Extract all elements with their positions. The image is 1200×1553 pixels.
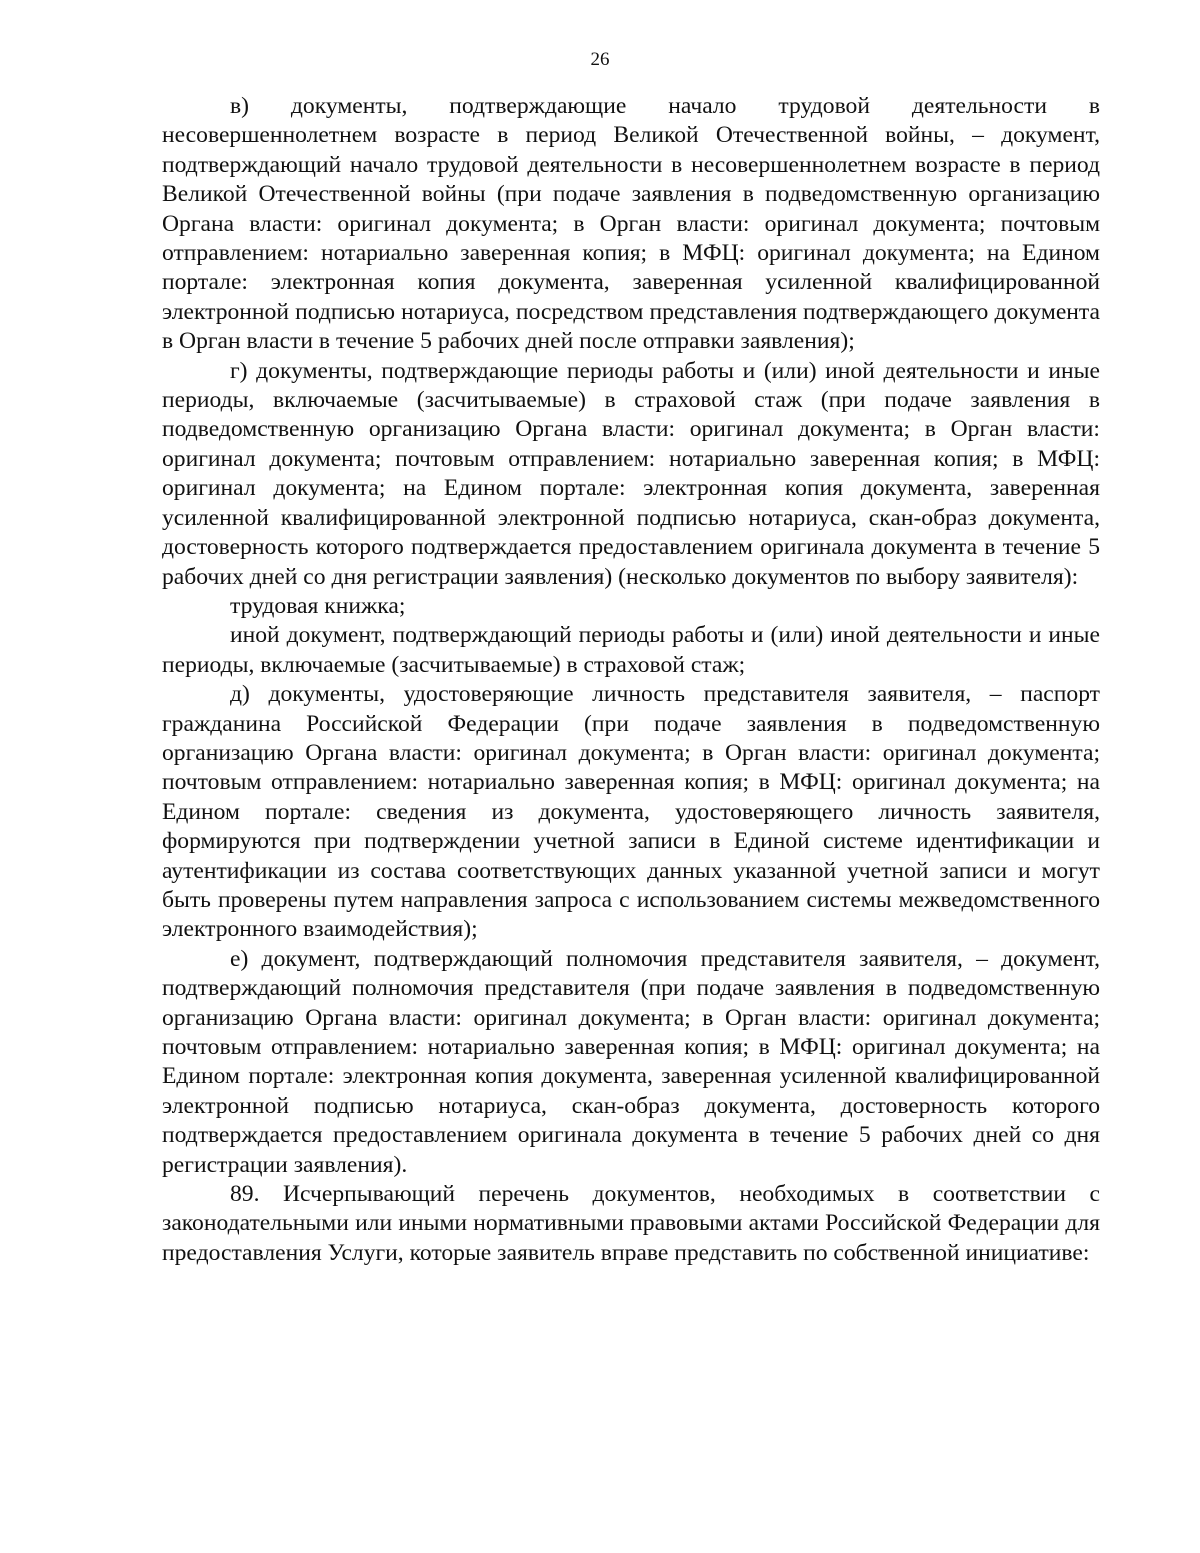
paragraph-e-representative-authority: е) документ, подтверждающий полномочия представителя заявителя, – документ, подтверждающий полномочия представителя (при подаче заявления в подведомственную организацию Органа власти: оригинал документа; в Орган власти: оригинал документа; почтовым отправлением: нотариально заверенная копия; в МФЦ: оригинал документа; на Едином портале: электронная копия документа, заверенная усиленной квалифицированной электронной подписью нотариуса, скан-образ документа, достоверность которого подтверждается предоставлением оригинала документа в течение 5 рабочих дней со дня регистрации заявления). xyxy=(162,945,1100,1178)
list-item-work-book: трудовая книжка; xyxy=(230,592,406,619)
paragraph-g-work-period-documents: г) документы, подтверждающие периоды работы и (или) иной деятельности и иные периоды, включаемые (засчитываемые) в страховой стаж (при подаче заявления в подведомственную организацию Органа власти: оригинал документа; в Орган власти: оригинал документа; почтовым отправлением: нотариально заверенная копия; в МФЦ: оригинал документа; на Едином портале: электронная копия документа, заверенная усиленной квалифицированной электронной подписью нотариуса, скан-образ документа, достоверность которого подтверждается предоставлением оригинала документа в течение 5 рабочих дней со дня регистрации заявления) (несколько документов по выбору заявителя): xyxy=(162,357,1100,590)
document-body xyxy=(162,92,1100,1268)
page-number: 26 xyxy=(590,49,610,70)
paragraph-89-optional-documents: 89. Исчерпывающий перечень документов, необходимых в соответствии с законодательными или иными нормативными правовыми актами Российской Федерации для предоставления Услуги, которые заявитель вправе представить по собственной инициативе: xyxy=(162,1181,1100,1266)
paragraph-v-wartime-work-documents: в) документы, подтверждающие начало трудовой деятельности в несовершеннолетнем возрасте в период Великой Отечественной войны, – документ, подтверждающий начало трудовой деятельности в несовершеннолетнем возрасте в период Великой Отечественной войны (при подаче заявления в подведомственную организацию Органа власти: оригинал документа; в Орган власти: оригинал документа; почтовым отправлением: нотариально заверенная копия; в МФЦ: оригинал документа; на Едином портале: электронная копия документа, заверенная усиленной квалифицированной электронной подписью нотариуса, посредством представления подтверждающего документа в Орган власти в течение 5 рабочих дней после отправки заявления); xyxy=(162,93,1100,355)
paragraph-d-representative-identity: д) документы, удостоверяющие личность представителя заявителя, – паспорт гражданина Российской Федерации (при подаче заявления в подведомственную организацию Органа власти: оригинал документа; в Орган власти: оригинал документа; почтовым отправлением: нотариально заверенная копия; в МФЦ: оригинал документа; на Едином портале: сведения из документа, удостоверяющего личность заявителя, формируются при подтверждении учетной записи в Единой системе идентификации и аутентификации из состава соответствующих данных указанной учетной записи и могут быть проверены путем направления запроса с использованием системы межведомственного электронного взаимодействия); xyxy=(162,681,1100,943)
list-item-other-document: иной документ, подтверждающий периоды работы и (или) иной деятельности и иные периоды, включаемые (засчитываемые) в страховой стаж; xyxy=(162,622,1100,678)
